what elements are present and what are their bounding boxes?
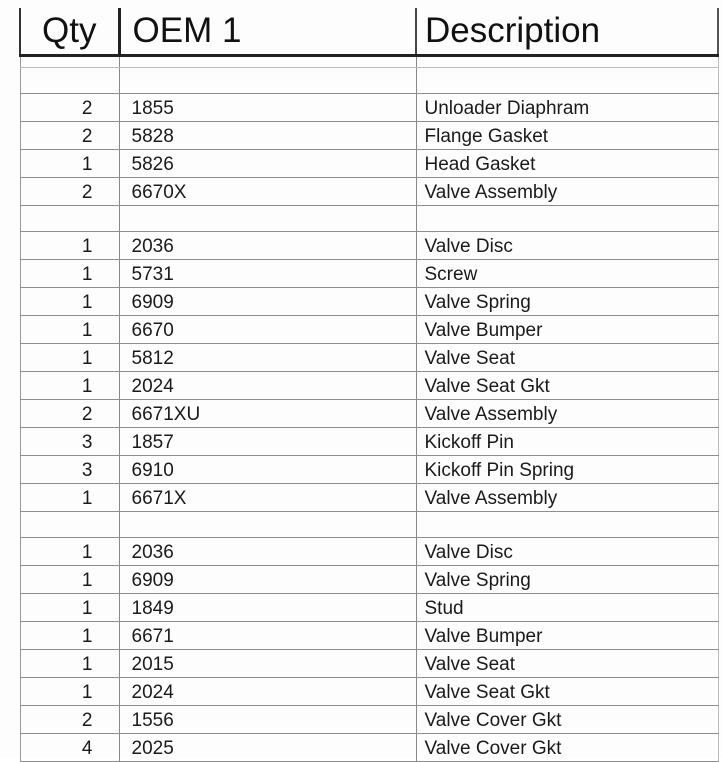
description-cell: Valve Assembly [416, 484, 718, 512]
description-cell: Unloader Diaphram [416, 94, 718, 122]
qty-cell: 2 [20, 400, 119, 428]
qty-cell [20, 512, 119, 538]
description-cell: Valve Seat Gkt [416, 678, 718, 706]
gap-cell [416, 56, 718, 68]
description-cell: Valve Seat [416, 344, 718, 372]
table-row [20, 734, 718, 762]
table-row [20, 122, 718, 150]
qty-cell: 1 [20, 622, 119, 650]
description-cell: Valve Cover Gkt [416, 734, 718, 762]
oem-cell: 5812 [119, 344, 416, 372]
description-cell: Valve Seat [416, 650, 718, 678]
qty-cell: 3 [20, 428, 119, 456]
qty-cell: 1 [20, 344, 119, 372]
qty-cell: 1 [20, 260, 119, 288]
oem-cell [119, 206, 416, 232]
description-cell: Valve Spring [416, 288, 718, 316]
oem-cell: 2015 [119, 650, 416, 678]
description-cell: Valve Assembly [416, 178, 718, 206]
table-row [20, 706, 718, 734]
header-description: Description [416, 8, 718, 56]
oem-cell: 5731 [119, 260, 416, 288]
header-row [20, 8, 718, 56]
description-cell: Valve Cover Gkt [416, 706, 718, 734]
oem-cell: 6909 [119, 566, 416, 594]
description-cell [416, 68, 718, 94]
oem-cell: 1855 [119, 94, 416, 122]
qty-cell: 2 [20, 706, 119, 734]
oem-cell: 2024 [119, 372, 416, 400]
qty-cell [20, 206, 119, 232]
description-cell: Valve Spring [416, 566, 718, 594]
table-row [20, 288, 718, 316]
oem-cell: 5826 [119, 150, 416, 178]
parts-table [19, 8, 719, 762]
description-cell: Stud [416, 594, 718, 622]
qty-cell: 3 [20, 456, 119, 484]
table-row [20, 456, 718, 484]
qty-cell: 2 [20, 94, 119, 122]
table-row [20, 400, 718, 428]
table-row [20, 316, 718, 344]
oem-cell [119, 68, 416, 94]
qty-cell: 4 [20, 734, 119, 762]
description-cell: Screw [416, 260, 718, 288]
qty-cell: 1 [20, 594, 119, 622]
table-row [20, 428, 718, 456]
table-row [20, 566, 718, 594]
header-gap-row [20, 56, 718, 68]
table-row [20, 344, 718, 372]
gap-cell [20, 56, 119, 68]
oem-cell: 1556 [119, 706, 416, 734]
oem-cell [119, 512, 416, 538]
qty-cell: 1 [20, 484, 119, 512]
oem-cell: 1857 [119, 428, 416, 456]
oem-cell: 2025 [119, 734, 416, 762]
oem-cell: 2024 [119, 678, 416, 706]
table-row [20, 232, 718, 260]
table-row [20, 150, 718, 178]
oem-cell: 6670 [119, 316, 416, 344]
description-cell: Head Gasket [416, 150, 718, 178]
table-row [20, 594, 718, 622]
table-row [20, 94, 718, 122]
table-row [20, 538, 718, 566]
table-row [20, 178, 718, 206]
qty-cell: 1 [20, 650, 119, 678]
table-row [20, 260, 718, 288]
header-oem: OEM 1 [119, 8, 416, 56]
description-cell [416, 206, 718, 232]
oem-cell: 6670X [119, 178, 416, 206]
table-row [20, 622, 718, 650]
description-cell: Valve Assembly [416, 400, 718, 428]
oem-cell: 2036 [119, 232, 416, 260]
table-row [20, 372, 718, 400]
qty-cell: 1 [20, 150, 119, 178]
description-cell: Valve Bumper [416, 316, 718, 344]
qty-cell: 1 [20, 566, 119, 594]
oem-cell: 6909 [119, 288, 416, 316]
table-row [20, 678, 718, 706]
qty-cell: 2 [20, 178, 119, 206]
qty-cell: 1 [20, 288, 119, 316]
oem-cell: 6671 [119, 622, 416, 650]
description-cell: Kickoff Pin Spring [416, 456, 718, 484]
description-cell: Flange Gasket [416, 122, 718, 150]
oem-cell: 1849 [119, 594, 416, 622]
qty-cell: 1 [20, 232, 119, 260]
qty-cell: 2 [20, 122, 119, 150]
spacer-row [20, 68, 718, 94]
description-cell: Kickoff Pin [416, 428, 718, 456]
table-row [20, 484, 718, 512]
oem-cell: 2036 [119, 538, 416, 566]
description-cell: Valve Disc [416, 538, 718, 566]
oem-cell: 6671XU [119, 400, 416, 428]
qty-cell: 1 [20, 372, 119, 400]
gap-cell [119, 56, 416, 68]
qty-cell: 1 [20, 538, 119, 566]
oem-cell: 6671X [119, 484, 416, 512]
header-qty: Qty [20, 8, 119, 56]
qty-cell: 1 [20, 678, 119, 706]
oem-cell: 5828 [119, 122, 416, 150]
description-cell: Valve Bumper [416, 622, 718, 650]
qty-cell [20, 68, 119, 94]
table-body [20, 56, 718, 762]
spacer-row [20, 512, 718, 538]
table-row [20, 650, 718, 678]
description-cell: Valve Disc [416, 232, 718, 260]
oem-cell: 6910 [119, 456, 416, 484]
description-cell: Valve Seat Gkt [416, 372, 718, 400]
description-cell [416, 512, 718, 538]
qty-cell: 1 [20, 316, 119, 344]
spacer-row [20, 206, 718, 232]
